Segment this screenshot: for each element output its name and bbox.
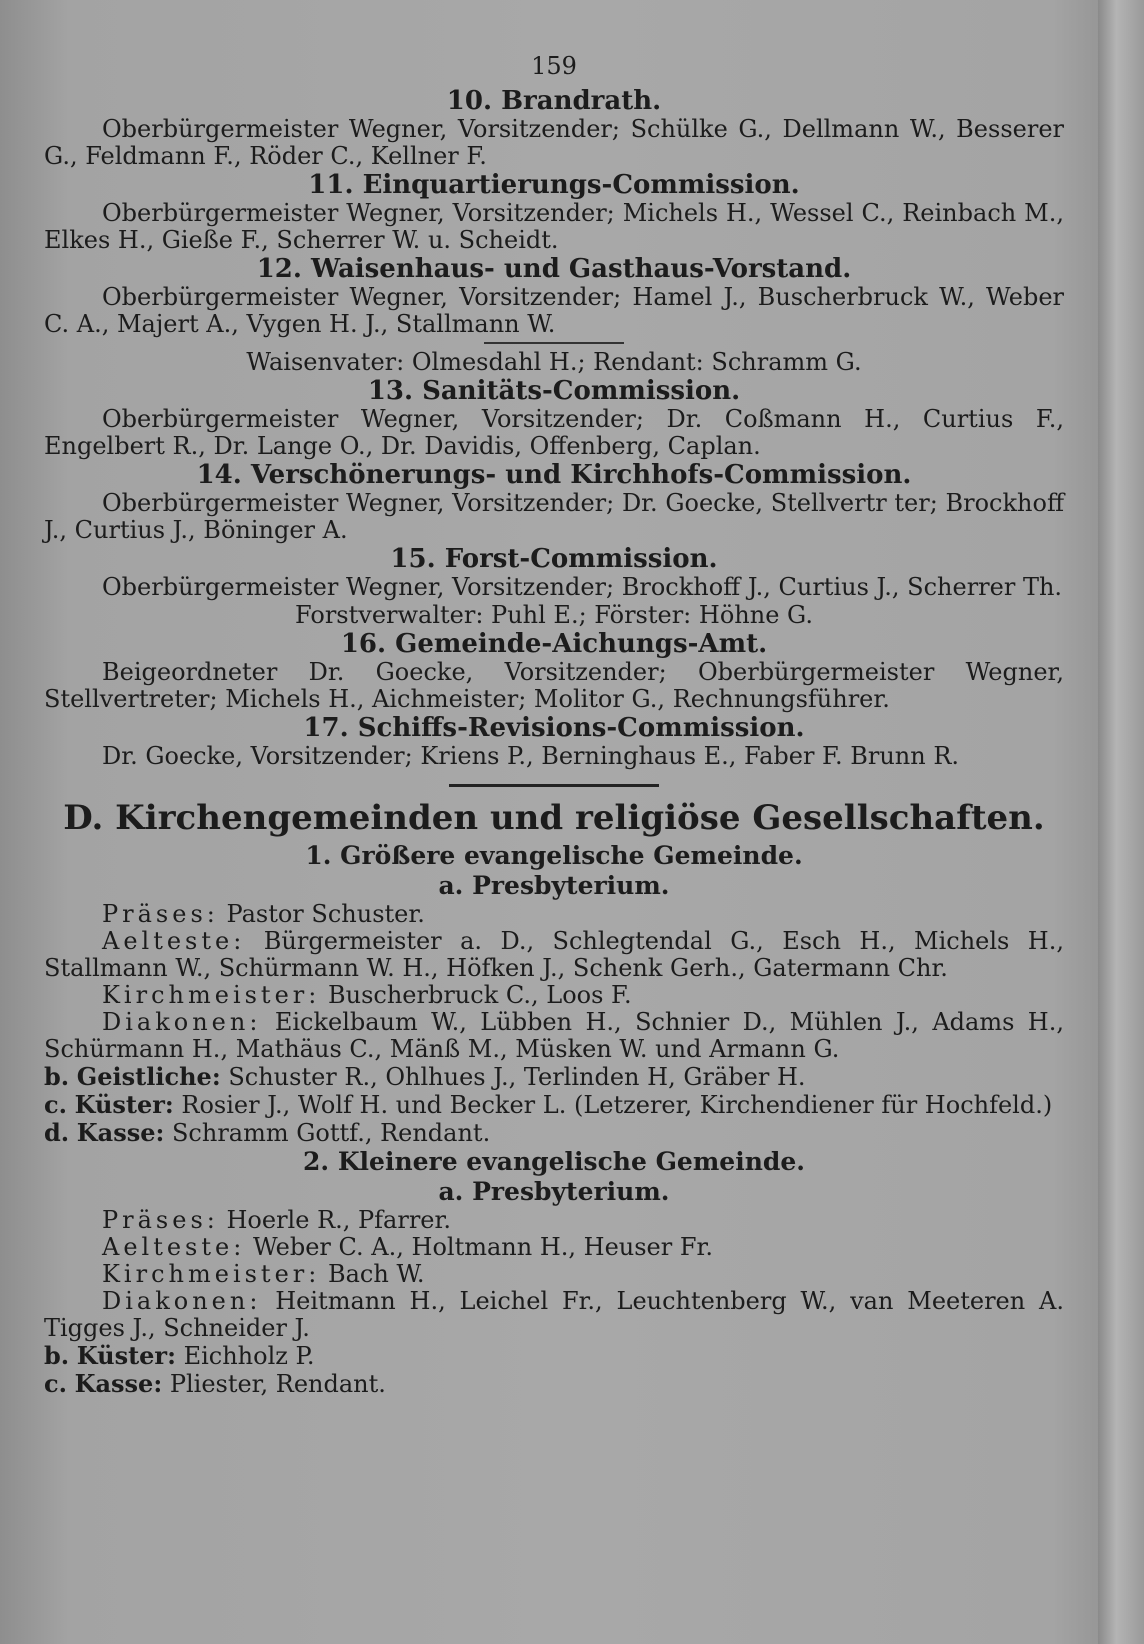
entry-text: Bürgermeister a. D., Schlegtendal G., Esch H., Michels H., Stallmann W., Schürmann W. H., Höfken J., Schenk Gerh., Gatermann Chr.: [44, 927, 1064, 982]
item-line: [44, 1370, 1064, 1398]
entry: [44, 1288, 1064, 1342]
commission-heading: 16. Gemeinde-Aichungs-Amt.: [340, 629, 768, 659]
item-letter: b.: [44, 1062, 70, 1091]
entry-label: Diakonen:: [102, 1008, 262, 1036]
item-line: [44, 1063, 1064, 1091]
entry-label: Kirchmeister:: [102, 1260, 321, 1288]
commission-members: Oberbürgermeister Wegner, Vorsitzender; Hamel J., Buscherbruck W., Weber C. A., Majert A., Vygen H. J., Stallmann W.: [44, 283, 1064, 338]
item-text: Schramm Gottf., Rendant.: [171, 1119, 491, 1147]
entry-text: Bach W.: [327, 1260, 425, 1288]
group-heading: 2. Kleinere evangelische Gemeinde.: [303, 1147, 805, 1176]
entry: [44, 901, 1064, 928]
entry: [44, 982, 1064, 1009]
entry-label: Aelteste:: [102, 927, 246, 955]
section-title: D. Kirchengemeinden und religiöse Gesellschaften.: [63, 798, 1045, 838]
entry-text: Eickelbaum W., Lübben H., Schnier D., Mühlen J., Adams H., Schürmann H., Mathäus C., Mänß M., Müsken W. und Armann G.: [44, 1008, 1064, 1063]
entry-label: Präses:: [102, 1206, 219, 1234]
item-label: Küster:: [76, 1341, 176, 1370]
commission-extra: Forstverwalter: Puhl E.; Förster: Höhne G.: [295, 601, 813, 629]
entry: [44, 928, 1064, 982]
commission-members: Oberbürgermeister Wegner, Vorsitzender; Brockhoff J., Curtius J., Scherrer Th.: [102, 573, 1063, 601]
page-number: 159: [531, 52, 577, 80]
item-label: Kasse:: [76, 1118, 165, 1147]
commission-members: Oberbürgermeister Wegner, Vorsitzender; Dr. Goecke, Stellvertr ter; Brockhoff J., Curtius J., Böninger A.: [44, 489, 1064, 544]
entry: [44, 1261, 1064, 1288]
commission-members: Oberbürgermeister Wegner, Vorsitzender; Michels H., Wessel C., Reinbach M., Elkes H., Gieße F., Scherrer W. u. Scheidt.: [44, 199, 1064, 254]
entry-label: Diakonen:: [102, 1287, 262, 1315]
item-text: Schuster R., Ohlhues J., Terlinden H, Gräber H.: [228, 1063, 806, 1091]
item-letter: d.: [44, 1118, 70, 1147]
item-text: Pliester, Rendant.: [169, 1370, 386, 1398]
entry: [44, 1207, 1064, 1234]
entry: [44, 1234, 1064, 1261]
item-letter: b.: [44, 1341, 70, 1370]
page-edge: [1098, 0, 1144, 1644]
entry-text: Heitmann H., Leichel Fr., Leuchtenberg W., van Meeteren A. Tigges J., Schneider J.: [44, 1287, 1064, 1342]
commission-members: Dr. Goecke, Vorsitzender; Kriens P., Berninghaus E., Faber F. Brunn R.: [102, 742, 960, 770]
section-divider: [449, 784, 659, 787]
commission-members: Beigeordneter Dr. Goecke, Vorsitzender; Oberbürgermeister Wegner, Stellvertreter; Michels H., Aichmeister; Molitor G., Rechnungsführer.: [44, 658, 1064, 713]
item-label: Kasse:: [74, 1369, 163, 1398]
group-subheading: a. Presbyterium.: [438, 871, 670, 900]
item-line: [44, 1091, 1064, 1119]
entry-text: Pastor Schuster.: [226, 900, 425, 928]
item-text: Rosier J., Wolf H. und Becker L. (Letzerer, Kirchendiener für Hochfeld.): [181, 1091, 1053, 1119]
item-label: Küster:: [74, 1090, 174, 1119]
item-line: [44, 1342, 1064, 1370]
entry-label: Aelteste:: [102, 1233, 246, 1261]
commission-members: Oberbürgermeister Wegner, Vorsitzender; Schülke G., Dellmann W., Besserer G., Feldmann F., Röder C., Kellner F.: [44, 115, 1064, 170]
divider: [484, 342, 624, 344]
commission-heading: 12. Waisenhaus- und Gasthaus-Vorstand.: [256, 254, 852, 284]
item-letter: c.: [44, 1369, 67, 1398]
group-subheading: a. Presbyterium.: [438, 1177, 670, 1206]
item-text: Eichholz P.: [183, 1342, 315, 1370]
item-label: Geistliche:: [76, 1062, 221, 1091]
item-line: [44, 1119, 1064, 1147]
entry-label: Präses:: [102, 900, 219, 928]
commission-heading: 13. Sanitäts-Commission.: [367, 376, 741, 406]
commission-extra: Waisenvater: Olmesdahl H.; Rendant: Schramm G.: [246, 348, 862, 376]
group-heading: 1. Größere evangelische Gemeinde.: [305, 841, 803, 870]
entry-label: Kirchmeister:: [102, 981, 321, 1009]
commission-heading: 15. Forst-Commission.: [390, 544, 718, 574]
commission-members: Oberbürgermeister Wegner, Vorsitzender; Dr. Coßmann H., Curtius F., Engelbert R., Dr. Lange O., Dr. Davidis, Offenberg, Caplan.: [44, 405, 1064, 460]
entry-text: Hoerle R., Pfarrer.: [226, 1206, 451, 1234]
commission-heading: 17. Schiffs-Revisions-Commission.: [303, 713, 805, 743]
entry-text: Buscherbruck C., Loos F.: [327, 981, 632, 1009]
item-letter: c.: [44, 1090, 67, 1119]
entry: [44, 1009, 1064, 1063]
entry-text: Weber C. A., Holtmann H., Heuser Fr.: [252, 1233, 713, 1261]
commission-heading: 14. Verschönerungs- und Kirchhofs-Commission.: [196, 460, 912, 490]
commission-heading: 11. Einquartierungs-Commission.: [308, 170, 800, 200]
commission-heading: 10. Brandrath.: [446, 86, 662, 116]
